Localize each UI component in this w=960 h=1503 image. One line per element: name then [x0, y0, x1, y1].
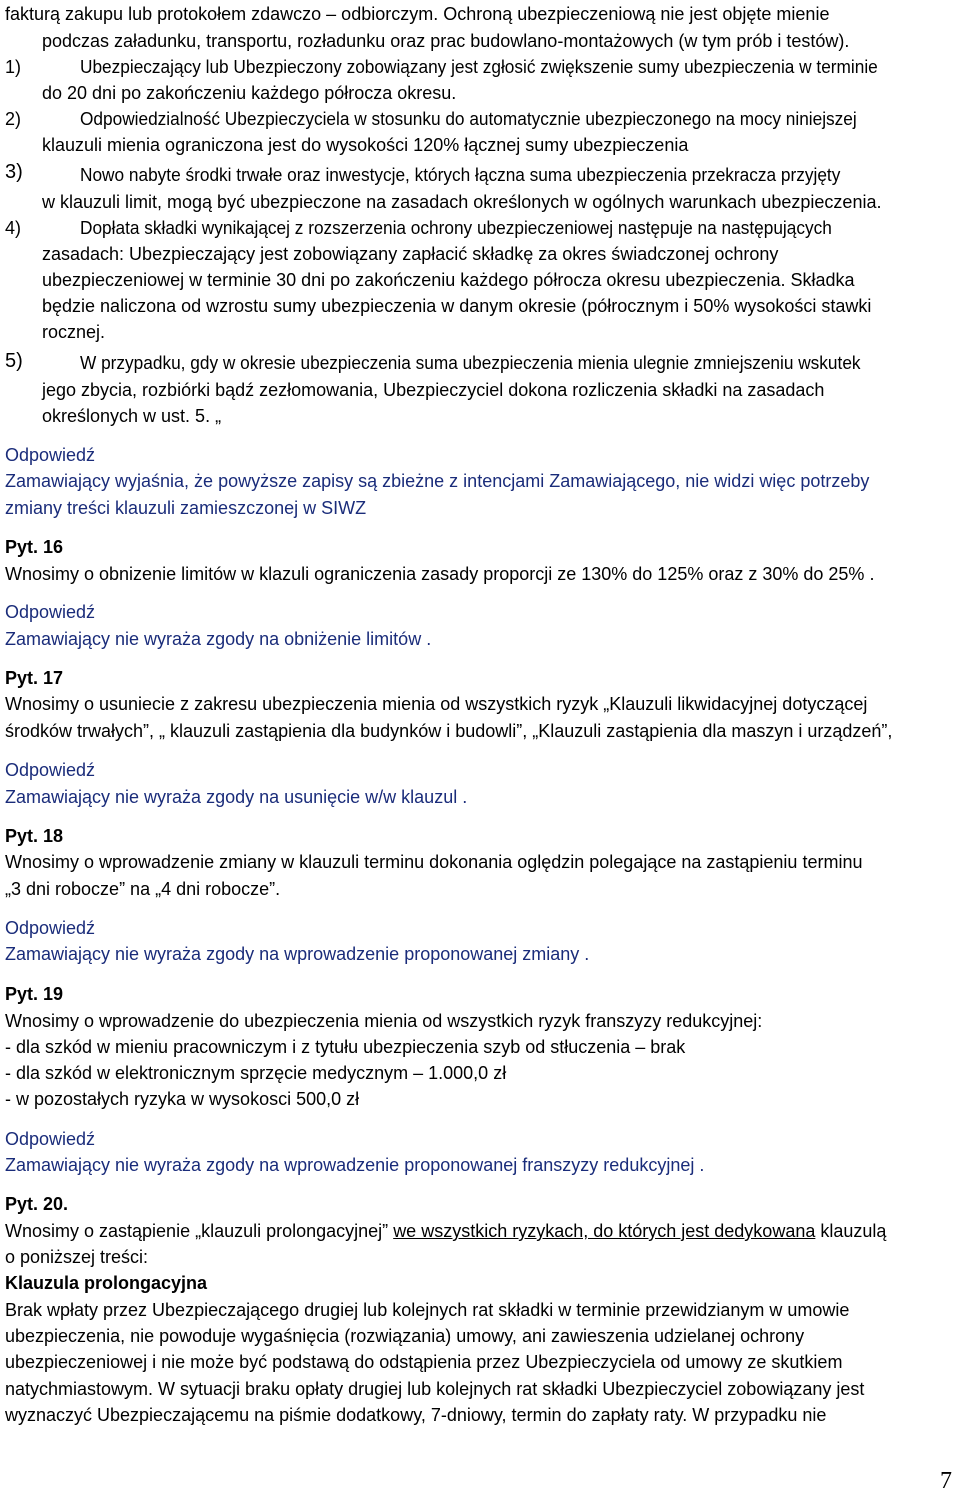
answer-text: Zamawiający wyjaśnia, że powyższe zapisy są zbieżne z intencjami Zamawiającego, nie widzi więc potrzeby [5, 471, 870, 491]
answer-text: Zamawiający nie wyraża zgody na obniżenie limitów . [5, 629, 432, 649]
list-item-text: w klauzuli limit, mogą być ubezpieczone na zasadach określonych w ogólnych warunkach ubezpieczenia. [42, 192, 882, 212]
question-text: - dla szkód w mieniu pracowniczym i z tytułu ubezpieczenia szyb od stłuczenia – brak [5, 1037, 686, 1057]
question-title: Pyt. 17 [5, 668, 64, 688]
list-number: 4) [5, 218, 22, 238]
question-text: Wnosimy o wprowadzenie do ubezpieczenia mienia od wszystkich ryzyk franszyzy redukcyjnej: [5, 1011, 763, 1031]
list-number: 3) [5, 161, 23, 183]
question-text-part: klauzulą [815, 1221, 887, 1241]
clause-text: ubezpieczenia, nie powoduje wygaśnięcia (rozwiązania) umowy, ani zawieszenia udzielanej ochrony [5, 1326, 805, 1346]
answer-text: Zamawiający nie wyraża zgody na wprowadzenie proponowanej zmiany . [5, 944, 590, 964]
answer-label: Odpowiedź [5, 918, 96, 938]
answer-label: Odpowiedź [5, 1129, 96, 1149]
list-item-text: do 20 dni po zakończeniu każdego półrocza okresu. [42, 83, 457, 103]
text-line: podczas załadunku, transportu, rozładunku oraz prac budowlano-montażowych (w tym prób i testów). [42, 31, 850, 51]
list-number: 2) [5, 109, 22, 129]
question-text: - w pozostałych ryzyka w wysokosci 500,0 zł [5, 1089, 360, 1109]
question-text: Wnosimy o usuniecie z zakresu ubezpieczenia mienia od wszystkich ryzyk „Klauzuli likwidacyjnej dotyczącej [5, 694, 868, 714]
answer-text: Zamawiający nie wyraża zgody na wprowadzenie proponowanej franszyzy redukcyjnej . [5, 1155, 705, 1175]
question-text: „3 dni robocze” na „4 dni robocze”. [5, 879, 281, 899]
text-line: fakturą zakupu lub protokołem zdawczo – odbiorczym. Ochroną ubezpieczeniową nie jest objęte mienie [5, 4, 830, 24]
question-text-part: Wnosimy o zastąpienie „klauzuli prolongacyjnej” [5, 1221, 394, 1241]
question-text: - dla szkód w elektronicznym sprzęcie medycznym – 1.000,0 zł [5, 1063, 507, 1083]
clause-text: natychmiastowym. W sytuacji braku opłaty drugiej lub kolejnych rat składki Ubezpieczyciel zobowiązany jest [5, 1379, 865, 1399]
question-text: o poniższej treści: [5, 1247, 149, 1267]
list-item-text: określonych w ust. 5. „ [42, 406, 222, 426]
list-item-text: zasadach: Ubezpieczający jest zobowiązany zapłacić składkę za okres świadczonej ochrony [42, 244, 779, 264]
underlined-text: we wszystkich ryzykach, do których jest dedykowana [393, 1221, 816, 1241]
list-item-text: Odpowiedzialność Ubezpieczyciela w stosunku do automatycznie ubezpieczonego na mocy niniejszej [80, 109, 857, 129]
question-title: Pyt. 18 [5, 826, 64, 846]
question-text: środków trwałych”, „ klauzuli zastąpienia dla budynków i budowli”, „Klauzuli zastąpienia dla maszyn i urządzeń”, [5, 721, 893, 741]
question-text: Wnosimy o obnizenie limitów w klazuli ograniczenia zasady proporcji ze 130% do 125% oraz z 30% do 25% . [5, 564, 875, 584]
list-item-text: Nowo nabyte środki trwałe oraz inwestycje, których łączna suma ubezpieczenia przekracza przyjęty [80, 165, 841, 185]
question-text [5, 1218, 955, 1245]
list-item-text: W przypadku, gdy w okresie ubezpieczenia suma ubezpieczenia mienia ulegnie zmniejszeniu wskutek [80, 353, 861, 373]
list-number: 5) [5, 350, 23, 372]
clause-text: ubezpieczeniowej i nie może być podstawą do odstąpienia przez Ubezpieczyciela od umowy ze skutkiem [5, 1352, 843, 1372]
list-item-text: klauzuli mienia ograniczona jest do wysokości 120% łącznej sumy ubezpieczenia [42, 135, 689, 155]
question-title: Pyt. 16 [5, 537, 64, 557]
answer-label: Odpowiedź [5, 445, 96, 465]
clause-title: Klauzula prolongacyjna [5, 1273, 208, 1293]
clause-text: Brak wpłaty przez Ubezpieczającego drugiej lub kolejnych rat składki w terminie przewidzianym w umowie [5, 1300, 850, 1320]
page-number: 7 [940, 1468, 952, 1494]
list-item-text: rocznej. [42, 322, 106, 342]
list-item-text: ubezpieczeniowej w terminie 30 dni po zakończeniu każdego półrocza okresu ubezpieczenia. Składka [42, 270, 855, 290]
answer-text: zmiany treści klauzuli zamieszczonej w SIWZ [5, 498, 367, 518]
list-item-text: Dopłata składki wynikającej z rozszerzenia ochrony ubezpieczeniowej następuje na następujących [80, 218, 832, 238]
list-number: 1) [5, 57, 22, 77]
clause-text: wyznaczyć Ubezpieczającemu na piśmie dodatkowy, 7-dniowy, termin do zapłaty raty. W przypadku nie [5, 1405, 827, 1425]
list-item-text: będzie naliczona od wzrostu sumy ubezpieczenia w danym okresie (półrocznym i 50% wysokości stawki [42, 296, 872, 316]
question-text: Wnosimy o wprowadzenie zmiany w klauzuli terminu dokonania oględzin polegające na zastąpieniu terminu [5, 852, 863, 872]
answer-label: Odpowiedź [5, 760, 96, 780]
question-title: Pyt. 20. [5, 1194, 69, 1214]
question-title: Pyt. 19 [5, 984, 64, 1004]
list-item-text: jego zbycia, rozbiórki bądź zezłomowania, Ubezpieczyciel dokona rozliczenia składki na zasadach [42, 380, 825, 400]
answer-label: Odpowiedź [5, 602, 96, 622]
list-item-text: Ubezpieczający lub Ubezpieczony zobowiązany jest zgłosić zwiększenie sumy ubezpieczenia w terminie [80, 57, 878, 77]
answer-text: Zamawiający nie wyraża zgody na usunięcie w/w klauzul . [5, 787, 468, 807]
